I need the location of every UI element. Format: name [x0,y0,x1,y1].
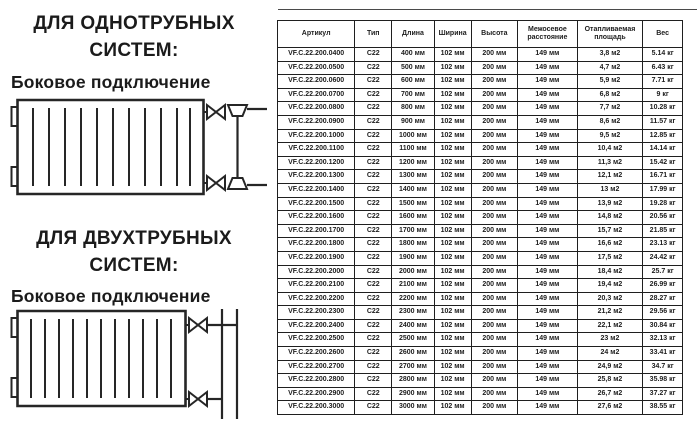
table-row [278,143,683,157]
table-cell: 102 мм [434,387,471,401]
table-cell: 149 мм [518,387,578,401]
table-cell: 24,9 м2 [577,360,643,374]
table-cell: 200 мм [471,265,518,279]
table-cell: 24.42 кг [643,251,683,265]
table-cell: 200 мм [471,183,518,197]
table-cell: 8,6 м2 [577,115,643,129]
table-cell: 200 мм [471,360,518,374]
table-cell: 149 мм [518,360,578,374]
table-row [278,102,683,116]
table-cell: 102 мм [434,251,471,265]
table-cell: 21.85 кг [643,224,683,238]
table-cell: VF.C.22.200.2100 [278,279,355,293]
table-cell: 400 мм [392,48,435,62]
section-title-two-pipe [0,225,268,279]
table-cell: 33.41 кг [643,347,683,361]
table-row [278,88,683,102]
column-header: Тип [355,21,392,48]
table-cell: VF.C.22.200.1400 [278,183,355,197]
table-row [278,387,683,401]
table-cell: 200 мм [471,401,518,415]
table-cell: 200 мм [471,48,518,62]
table-cell: 28.27 кг [643,292,683,306]
table-cell: 200 мм [471,251,518,265]
table-cell: C22 [355,347,392,361]
table-row [278,156,683,170]
table-cell: VF.C.22.200.0500 [278,61,355,75]
table-row [278,279,683,293]
section-title-single-pipe [0,10,268,64]
table-cell: 1800 мм [392,238,435,252]
table-row [278,48,683,62]
table-cell: 149 мм [518,319,578,333]
table-cell: 38.55 кг [643,401,683,415]
table-cell: 149 мм [518,170,578,184]
table-row [278,224,683,238]
table-cell: 35.98 кг [643,374,683,388]
table-cell: 149 мм [518,61,578,75]
table-row [278,333,683,347]
table-cell: 149 мм [518,265,578,279]
table-cell: C22 [355,306,392,320]
top-divider-line [278,9,697,10]
table-cell: 149 мм [518,197,578,211]
table-cell: 200 мм [471,156,518,170]
table-cell: 1400 мм [392,183,435,197]
table-cell: 7.71 кг [643,75,683,89]
table-cell: C22 [355,88,392,102]
table-cell: 200 мм [471,75,518,89]
table-cell: 37.27 кг [643,387,683,401]
table-cell: 34.7 кг [643,360,683,374]
table-cell: C22 [355,292,392,306]
table-row [278,170,683,184]
table-cell: 800 мм [392,102,435,116]
table-cell: 23 м2 [577,333,643,347]
table-cell: 500 мм [392,61,435,75]
table-row [278,115,683,129]
connection-schemes-panel [0,0,272,421]
table-cell: 102 мм [434,197,471,211]
column-header: Артикул [278,21,355,48]
table-cell: 32.13 кг [643,333,683,347]
table-cell: 7,7 м2 [577,102,643,116]
table-cell: C22 [355,333,392,347]
table-row [278,183,683,197]
table-cell: 200 мм [471,279,518,293]
table-row [278,129,683,143]
table-cell: 102 мм [434,401,471,415]
table-cell: 11,3 м2 [577,156,643,170]
table-cell: 149 мм [518,374,578,388]
table-cell: C22 [355,265,392,279]
table-cell: 2600 мм [392,347,435,361]
spec-table [277,20,683,415]
single-pipe-scheme-diagram [0,97,272,199]
table-cell: 102 мм [434,347,471,361]
table-cell: 17.99 кг [643,183,683,197]
table-cell: 18,4 м2 [577,265,643,279]
column-header: Вес [643,21,683,48]
table-cell: 149 мм [518,347,578,361]
table-cell: VF.C.22.200.0700 [278,88,355,102]
valve-icon [216,105,225,119]
table-cell: 3,8 м2 [577,48,643,62]
table-cell: 200 мм [471,129,518,143]
table-cell: 102 мм [434,265,471,279]
table-cell: 30.84 кг [643,319,683,333]
section-title-line2: СИСТЕМ: [89,255,179,276]
table-cell: 200 мм [471,374,518,388]
table-cell: VF.C.22.200.0400 [278,48,355,62]
valve-icon [198,318,207,332]
table-cell: 29.56 кг [643,306,683,320]
table-cell: 13 м2 [577,183,643,197]
table-cell: 149 мм [518,75,578,89]
table-cell: 9 кг [643,88,683,102]
table-cell: VF.C.22.200.1900 [278,251,355,265]
table-cell: VF.C.22.200.0600 [278,75,355,89]
table-cell: 1200 мм [392,156,435,170]
table-cell: VF.C.22.200.1000 [278,129,355,143]
table-cell: 149 мм [518,306,578,320]
table-cell: 200 мм [471,61,518,75]
table-cell: VF.C.22.200.2400 [278,319,355,333]
table-cell: 102 мм [434,333,471,347]
table-cell: C22 [355,170,392,184]
table-cell: 200 мм [471,347,518,361]
table-cell: 15.42 кг [643,156,683,170]
table-cell: 200 мм [471,102,518,116]
table-cell: 10.28 кг [643,102,683,116]
column-header: Высота [471,21,518,48]
table-cell: 149 мм [518,156,578,170]
table-cell: 25,8 м2 [577,374,643,388]
table-cell: 200 мм [471,224,518,238]
table-row [278,197,683,211]
table-cell: 900 мм [392,115,435,129]
table-cell: 200 мм [471,170,518,184]
table-cell: 2000 мм [392,265,435,279]
table-cell: C22 [355,387,392,401]
column-header: Ширина [434,21,471,48]
table-cell: 1900 мм [392,251,435,265]
table-cell: C22 [355,238,392,252]
table-cell: C22 [355,374,392,388]
table-cell: 20,3 м2 [577,292,643,306]
table-cell: C22 [355,360,392,374]
table-header-row [278,21,683,48]
table-cell: C22 [355,211,392,225]
table-row [278,401,683,415]
table-cell: 149 мм [518,401,578,415]
table-cell: VF.C.22.200.1100 [278,143,355,157]
table-cell: 6,8 м2 [577,88,643,102]
table-cell: 5.14 кг [643,48,683,62]
section-title-line1: ДЛЯ ОДНОТРУБНЫХ [33,13,235,34]
table-cell: 102 мм [434,224,471,238]
table-cell: 19,4 м2 [577,279,643,293]
spec-table-body [278,48,683,415]
table-row [278,374,683,388]
table-cell: 149 мм [518,102,578,116]
table-row [278,319,683,333]
table-cell: 2200 мм [392,292,435,306]
table-cell: 102 мм [434,102,471,116]
table-cell: 149 мм [518,238,578,252]
table-cell: 14.14 кг [643,143,683,157]
table-cell: 102 мм [434,319,471,333]
table-cell: 26,7 м2 [577,387,643,401]
table-row [278,360,683,374]
table-cell: 102 мм [434,75,471,89]
table-cell: 102 мм [434,48,471,62]
table-row [278,238,683,252]
table-cell: VF.C.22.200.1500 [278,197,355,211]
table-cell: 149 мм [518,183,578,197]
table-cell: 11.57 кг [643,115,683,129]
table-cell: 15,7 м2 [577,224,643,238]
table-cell: 200 мм [471,333,518,347]
table-row [278,347,683,361]
table-cell: 200 мм [471,115,518,129]
table-cell: 2800 мм [392,374,435,388]
table-cell: 27,6 м2 [577,401,643,415]
table-cell: 12,1 м2 [577,170,643,184]
section-title-line2: СИСТЕМ: [89,40,179,61]
column-header: Межосевое расстояние [518,21,578,48]
table-cell: 102 мм [434,61,471,75]
table-cell: 12.85 кг [643,129,683,143]
table-cell: 102 мм [434,170,471,184]
table-cell: 149 мм [518,292,578,306]
table-cell: 102 мм [434,88,471,102]
table-row [278,61,683,75]
table-cell: 1300 мм [392,170,435,184]
table-cell: C22 [355,75,392,89]
table-cell: 102 мм [434,360,471,374]
table-cell: 200 мм [471,211,518,225]
table-cell: VF.C.22.200.2300 [278,306,355,320]
table-row [278,75,683,89]
radiator-body-icon [18,100,204,194]
table-cell: 25.7 кг [643,265,683,279]
table-cell: 200 мм [471,319,518,333]
table-cell: 14,8 м2 [577,211,643,225]
table-cell: 16.71 кг [643,170,683,184]
table-cell: C22 [355,102,392,116]
table-cell: VF.C.22.200.2000 [278,265,355,279]
table-cell: 2300 мм [392,306,435,320]
table-cell: 13,9 м2 [577,197,643,211]
table-cell: VF.C.22.200.2200 [278,292,355,306]
tee-fitting-icon [228,105,247,116]
table-cell: 700 мм [392,88,435,102]
table-cell: 9,5 м2 [577,129,643,143]
table-cell: 200 мм [471,143,518,157]
column-header: Отапливаемая площадь [577,21,643,48]
table-cell: 1500 мм [392,197,435,211]
table-cell: 22,1 м2 [577,319,643,333]
table-cell: C22 [355,129,392,143]
table-cell: 2100 мм [392,279,435,293]
table-cell: 4,7 м2 [577,61,643,75]
table-cell: 26.99 кг [643,279,683,293]
table-cell: 20.56 кг [643,211,683,225]
table-cell: 200 мм [471,306,518,320]
table-cell: 1000 мм [392,129,435,143]
table-row [278,251,683,265]
table-cell: 6.43 кг [643,61,683,75]
table-cell: 149 мм [518,129,578,143]
table-cell: 200 мм [471,387,518,401]
tee-fitting-icon [228,178,247,189]
table-cell: 2400 мм [392,319,435,333]
table-cell: C22 [355,224,392,238]
table-cell: 1100 мм [392,143,435,157]
table-cell: 21,2 м2 [577,306,643,320]
table-cell: VF.C.22.200.1700 [278,224,355,238]
table-cell: VF.C.22.200.2700 [278,360,355,374]
table-cell: VF.C.22.200.2600 [278,347,355,361]
table-cell: 200 мм [471,292,518,306]
table-cell: 149 мм [518,251,578,265]
table-cell: 102 мм [434,211,471,225]
table-row [278,306,683,320]
table-cell: C22 [355,251,392,265]
table-cell: 1700 мм [392,224,435,238]
table-cell: 200 мм [471,197,518,211]
table-cell: 149 мм [518,224,578,238]
table-cell: C22 [355,183,392,197]
table-cell: C22 [355,319,392,333]
table-cell: VF.C.22.200.2500 [278,333,355,347]
table-cell: VF.C.22.200.1600 [278,211,355,225]
table-row [278,292,683,306]
table-cell: 16,6 м2 [577,238,643,252]
table-cell: 24 м2 [577,347,643,361]
table-cell: VF.C.22.200.1200 [278,156,355,170]
table-cell: VF.C.22.200.2900 [278,387,355,401]
table-cell: C22 [355,143,392,157]
two-pipe-scheme-diagram [0,307,272,421]
table-cell: 1600 мм [392,211,435,225]
table-cell: 149 мм [518,211,578,225]
section-subtitle-side-connection-1: Боковое подключение [11,72,211,92]
table-cell: VF.C.22.200.0800 [278,102,355,116]
table-cell: 102 мм [434,115,471,129]
table-cell: C22 [355,401,392,415]
table-cell: 102 мм [434,143,471,157]
table-cell: VF.C.22.200.1300 [278,170,355,184]
table-cell: 600 мм [392,75,435,89]
table-cell: 102 мм [434,156,471,170]
table-cell: 149 мм [518,88,578,102]
table-cell: 19.28 кг [643,197,683,211]
table-cell: 102 мм [434,306,471,320]
table-cell: VF.C.22.200.1800 [278,238,355,252]
table-cell: 149 мм [518,333,578,347]
table-cell: 149 мм [518,48,578,62]
table-cell: 2900 мм [392,387,435,401]
table-cell: 149 мм [518,279,578,293]
table-cell: 102 мм [434,292,471,306]
table-cell: C22 [355,279,392,293]
table-cell: C22 [355,197,392,211]
table-cell: 10,4 м2 [577,143,643,157]
table-cell: 149 мм [518,143,578,157]
section-subtitle-side-connection-2: Боковое подключение [11,286,211,306]
section-title-line1: ДЛЯ ДВУХТРУБНЫХ [36,228,232,249]
table-cell: 102 мм [434,374,471,388]
table-row [278,265,683,279]
table-cell: 102 мм [434,238,471,252]
table-cell: 17,5 м2 [577,251,643,265]
valve-icon [216,176,225,190]
table-cell: C22 [355,156,392,170]
table-cell: C22 [355,115,392,129]
table-cell: C22 [355,61,392,75]
table-cell: 102 мм [434,129,471,143]
table-cell: VF.C.22.200.3000 [278,401,355,415]
table-cell: 2500 мм [392,333,435,347]
table-cell: 200 мм [471,88,518,102]
table-cell: 5,9 м2 [577,75,643,89]
column-header: Длина [392,21,435,48]
table-cell: 23.13 кг [643,238,683,252]
valve-icon [198,392,207,406]
table-cell: VF.C.22.200.0900 [278,115,355,129]
table-cell: 149 мм [518,115,578,129]
table-cell: 102 мм [434,183,471,197]
table-cell: VF.C.22.200.2800 [278,374,355,388]
table-cell: 200 мм [471,238,518,252]
table-cell: C22 [355,48,392,62]
table-cell: 102 мм [434,279,471,293]
table-cell: 3000 мм [392,401,435,415]
table-cell: 2700 мм [392,360,435,374]
table-row [278,211,683,225]
